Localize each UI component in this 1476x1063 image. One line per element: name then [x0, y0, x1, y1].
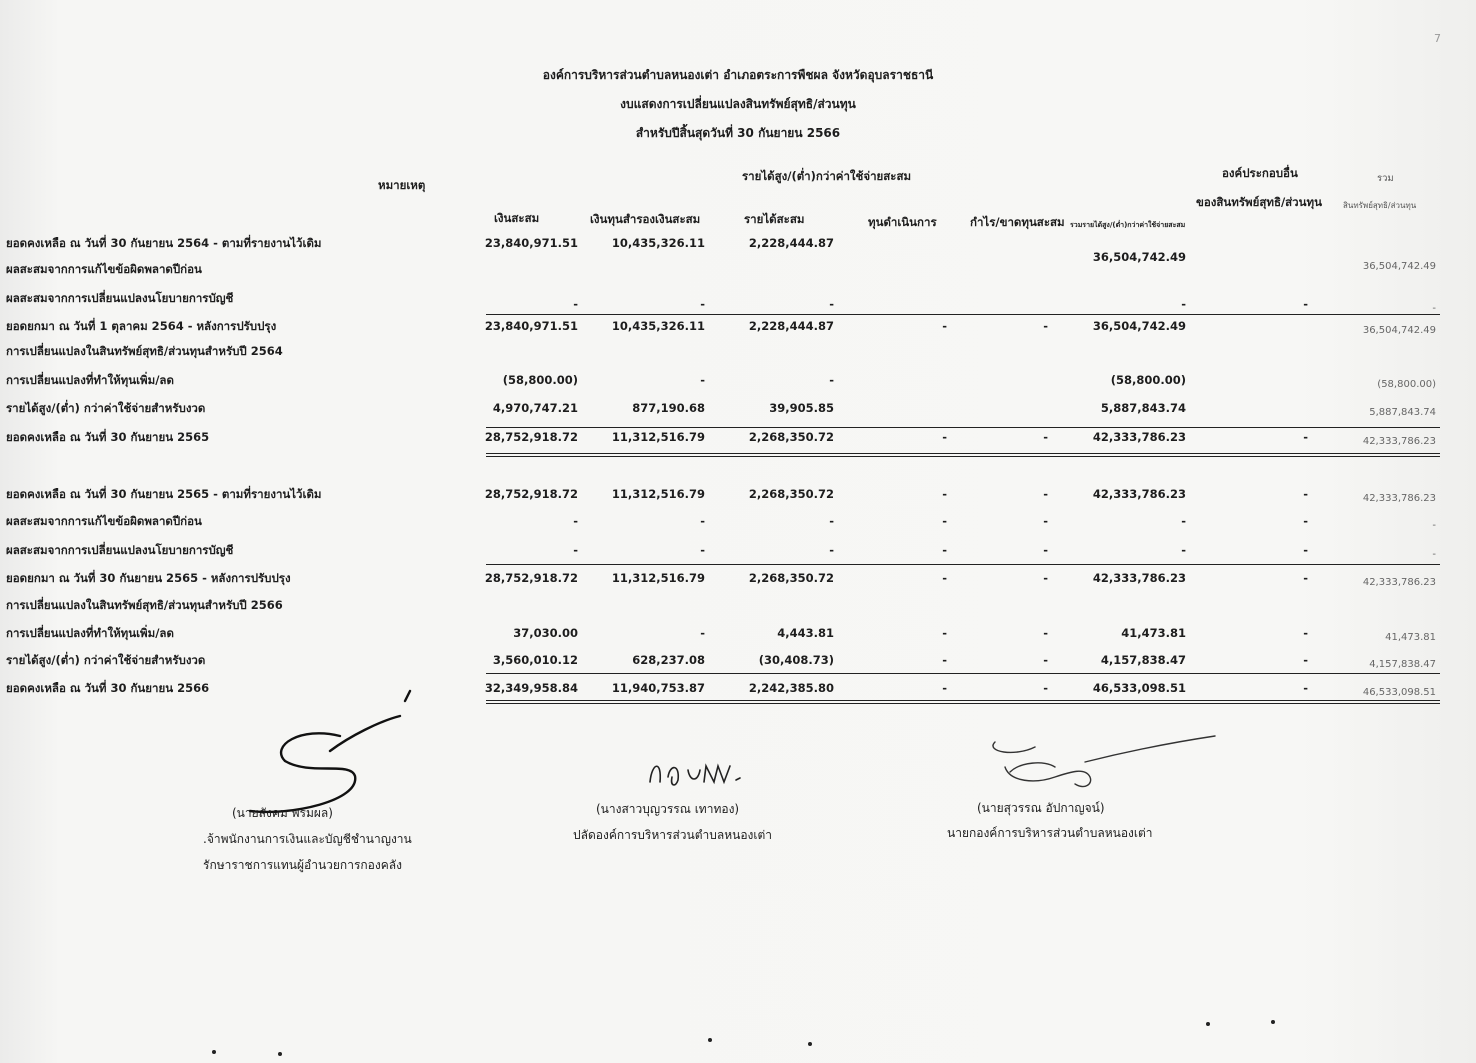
row-label: การเปลี่ยนแปลงที่ทำให้ทุนเพิ่ม/ลด	[6, 626, 174, 640]
table-cell: -	[700, 514, 705, 528]
scan-speck	[1206, 1022, 1210, 1026]
signature-3-scribble	[975, 722, 1225, 802]
subtotal-line	[486, 673, 1440, 674]
table-cell: 2,242,385.80	[748, 681, 834, 695]
statement-title: งบแสดงการเปลี่ยนแปลงสินทรัพย์สุทธิ/ส่วนทุน	[620, 97, 856, 111]
row-label: รายได้สูง/(ต่ำ) กว่าค่าใช้จ่ายสำหรับงวด	[6, 401, 206, 415]
table-cell: -	[1303, 430, 1308, 444]
table-cell: 10,435,326.11	[611, 319, 705, 333]
row-label: ผลสะสมจากการแก้ไขข้อผิดพลาดปีก่อน	[6, 262, 202, 276]
total-header: รวม	[1377, 173, 1394, 184]
signature-1-title: .จ้าพนักงานการเงินและบัญชีชำนาญงาน	[203, 832, 412, 846]
table-cell: 2,268,350.72	[748, 487, 834, 501]
subtotal-line	[486, 564, 1440, 565]
scan-speck	[212, 1050, 216, 1054]
table-cell: 3,560,010.12	[492, 653, 578, 667]
table-cell: -	[700, 626, 705, 640]
table-cell: (58,800.00)	[502, 373, 578, 387]
table-cell: 39,905.85	[769, 401, 834, 415]
row-label: ยอดคงเหลือ ณ วันที่ 30 กันยายน 2564 - ตามที่รายงานไว้เดิม	[6, 236, 322, 250]
signature-3-name: (นายสุวรรณ อัปกาญจน์)	[977, 801, 1105, 815]
table-cell: -	[1432, 520, 1436, 531]
table-cell: 41,473.81	[1385, 632, 1436, 643]
scan-speck	[708, 1038, 712, 1042]
table-cell: -	[1043, 653, 1048, 667]
table-cell: -	[700, 297, 705, 311]
col-header-total-surplus: รวมรายได้สูง/(ต่ำ)กว่าค่าใช้จ่ายสะสม	[1070, 221, 1186, 229]
table-cell: 2,268,350.72	[748, 430, 834, 444]
table-cell: 36,504,742.49	[1092, 250, 1186, 264]
double-underline	[486, 456, 1440, 457]
table-cell: 36,504,742.49	[1092, 319, 1186, 333]
page-number: 7	[1434, 32, 1441, 45]
row-label: ยอดคงเหลือ ณ วันที่ 30 กันยายน 2565	[6, 430, 210, 444]
table-cell: 2,228,444.87	[748, 319, 834, 333]
double-underline	[486, 700, 1440, 701]
row-label: ผลสะสมจากการเปลี่ยนแปลงนโยบายการบัญชี	[6, 291, 234, 305]
row-label: ยอดคงเหลือ ณ วันที่ 30 กันยายน 2565 - ตามที่รายงานไว้เดิม	[6, 487, 322, 501]
table-cell: -	[1303, 297, 1308, 311]
double-underline	[486, 453, 1440, 454]
table-cell: 4,157,838.47	[1369, 659, 1436, 670]
table-cell: -	[573, 543, 578, 557]
table-cell: 2,268,350.72	[748, 571, 834, 585]
table-cell: -	[942, 430, 947, 444]
scan-speck	[1271, 1020, 1275, 1024]
table-cell: -	[942, 319, 947, 333]
table-cell: -	[700, 373, 705, 387]
other-components-header-2: ของสินทรัพย์สุทธิ/ส่วนทุน	[1196, 195, 1322, 209]
row-label: การเปลี่ยนแปลงในสินทรัพย์สุทธิ/ส่วนทุนสำหรับปี 2566	[6, 598, 283, 612]
table-cell: 4,157,838.47	[1100, 653, 1186, 667]
table-cell: -	[829, 543, 834, 557]
table-cell: -	[1043, 571, 1048, 585]
table-cell: 32,349,958.84	[484, 681, 578, 695]
table-cell: -	[1043, 319, 1048, 333]
table-cell: 11,312,516.79	[611, 430, 705, 444]
table-cell: 42,333,786.23	[1362, 436, 1436, 447]
table-cell: -	[573, 297, 578, 311]
table-cell: 877,190.68	[632, 401, 705, 415]
table-cell: 46,533,098.51	[1362, 687, 1436, 698]
row-label: ผลสะสมจากการเปลี่ยนแปลงนโยบายการบัญชี	[6, 543, 234, 557]
table-cell: 628,237.08	[632, 653, 705, 667]
total-header-2: สินทรัพย์สุทธิ/ส่วนทุน	[1343, 201, 1417, 210]
table-cell: 23,840,971.51	[484, 236, 578, 250]
col-header-accumulated-funds: เงินสะสม	[494, 211, 540, 225]
table-cell: -	[829, 514, 834, 528]
table-cell: 28,752,918.72	[484, 571, 578, 585]
table-cell: -	[1303, 514, 1308, 528]
table-cell: -	[1432, 549, 1436, 560]
signature-2-title: ปลัดองค์การบริหารส่วนตำบลหนองเต่า	[573, 828, 773, 842]
row-label: การเปลี่ยนแปลงในสินทรัพย์สุทธิ/ส่วนทุนสำหรับปี 2564	[6, 344, 283, 358]
table-cell: -	[1303, 653, 1308, 667]
table-cell: 36,504,742.49	[1362, 325, 1436, 336]
signature-2-scribble	[640, 752, 780, 792]
period-title: สำหรับปีสิ้นสุดวันที่ 30 กันยายน 2566	[635, 126, 841, 140]
col-header-operating-capital: ทุนดำเนินการ	[868, 215, 937, 229]
table-cell: 42,333,786.23	[1362, 577, 1436, 588]
table-cell: -	[1043, 681, 1048, 695]
col-header-accumulated-income: รายได้สะสม	[744, 212, 805, 226]
other-components-header: องค์ประกอบอื่น	[1222, 166, 1298, 180]
scan-speck	[278, 1052, 282, 1056]
table-cell: 42,333,786.23	[1092, 430, 1186, 444]
table-cell: 10,435,326.11	[611, 236, 705, 250]
table-cell: -	[1043, 626, 1048, 640]
table-cell: -	[1181, 514, 1186, 528]
table-cell: 46,533,098.51	[1092, 681, 1186, 695]
table-cell: 28,752,918.72	[484, 430, 578, 444]
table-cell: -	[942, 681, 947, 695]
table-cell: -	[942, 653, 947, 667]
org-title: องค์การบริหารส่วนตำบลหนองเต่า อำเภอตระการพืชผล จังหวัดอุบลราชธานี	[542, 68, 934, 82]
row-label: ผลสะสมจากการแก้ไขข้อผิดพลาดปีก่อน	[6, 514, 202, 528]
table-cell: 36,504,742.49	[1362, 261, 1436, 272]
table-cell: 5,887,843.74	[1100, 401, 1186, 415]
table-cell: 4,970,747.21	[492, 401, 578, 415]
table-cell: 41,473.81	[1121, 626, 1186, 640]
col-header-reserve-funds: เงินทุนสำรองเงินสะสม	[590, 212, 701, 226]
table-cell: -	[1303, 571, 1308, 585]
table-cell: 28,752,918.72	[484, 487, 578, 501]
table-cell: 5,887,843.74	[1369, 407, 1436, 418]
row-label: ยอดคงเหลือ ณ วันที่ 30 กันยายน 2566	[6, 681, 210, 695]
table-cell: 11,940,753.87	[611, 681, 705, 695]
table-cell: 23,840,971.51	[484, 319, 578, 333]
table-cell: -	[1181, 543, 1186, 557]
table-cell: (58,800.00)	[1110, 373, 1186, 387]
table-cell: -	[1043, 543, 1048, 557]
subtotal-line	[486, 314, 1440, 315]
table-cell: (30,408.73)	[758, 653, 834, 667]
subtotal-line	[486, 427, 1440, 428]
table-cell: -	[1043, 430, 1048, 444]
table-cell: -	[1303, 543, 1308, 557]
row-label: การเปลี่ยนแปลงที่ทำให้ทุนเพิ่ม/ลด	[6, 373, 174, 387]
surplus-group-header: รายได้สูง/(ต่ำ)กว่าค่าใช้จ่ายสะสม	[742, 169, 912, 183]
table-cell: (58,800.00)	[1377, 379, 1436, 390]
table-cell: -	[1303, 681, 1308, 695]
table-cell: 42,333,786.23	[1092, 487, 1186, 501]
table-cell: -	[942, 543, 947, 557]
signature-3-title: นายกองค์การบริหารส่วนตำบลหนองเต่า	[947, 826, 1153, 840]
table-cell: 42,333,786.23	[1362, 493, 1436, 504]
table-cell: -	[1043, 514, 1048, 528]
table-cell: 11,312,516.79	[611, 487, 705, 501]
scan-speck	[808, 1042, 812, 1046]
table-cell: -	[942, 626, 947, 640]
signature-1-title-2: รักษาราชการแทนผู้อำนวยการกองคลัง	[203, 858, 402, 872]
table-cell: -	[1432, 303, 1436, 314]
table-cell: 42,333,786.23	[1092, 571, 1186, 585]
table-cell: -	[942, 514, 947, 528]
table-cell: 37,030.00	[513, 626, 578, 640]
table-cell: -	[573, 514, 578, 528]
row-label: ยอดยกมา ณ วันที่ 1 ตุลาคม 2564 - หลังการปรับปรุง	[6, 319, 277, 333]
col-header-accumulated-gain-loss: กำไร/ขาดทุนสะสม	[970, 215, 1065, 229]
double-underline	[486, 703, 1440, 704]
signature-2-name: (นางสาวบุญวรรณ เทาทอง)	[596, 802, 740, 816]
table-cell: -	[829, 297, 834, 311]
signature-1-name: (นายสังคม พรมผล)	[232, 806, 333, 820]
row-label: ยอดยกมา ณ วันที่ 30 กันยายน 2565 - หลังการปรับปรุง	[6, 571, 291, 585]
table-cell: -	[1043, 487, 1048, 501]
table-cell: -	[942, 571, 947, 585]
table-cell: -	[1303, 626, 1308, 640]
table-cell: 4,443.81	[777, 626, 834, 640]
table-cell: -	[1181, 297, 1186, 311]
note-header: หมายเหตุ	[378, 178, 426, 192]
table-cell: -	[700, 543, 705, 557]
table-cell: -	[1303, 487, 1308, 501]
table-cell: -	[829, 373, 834, 387]
table-cell: 2,228,444.87	[748, 236, 834, 250]
table-cell: -	[942, 487, 947, 501]
table-cell: 11,312,516.79	[611, 571, 705, 585]
row-label: รายได้สูง/(ต่ำ) กว่าค่าใช้จ่ายสำหรับงวด	[6, 653, 206, 667]
